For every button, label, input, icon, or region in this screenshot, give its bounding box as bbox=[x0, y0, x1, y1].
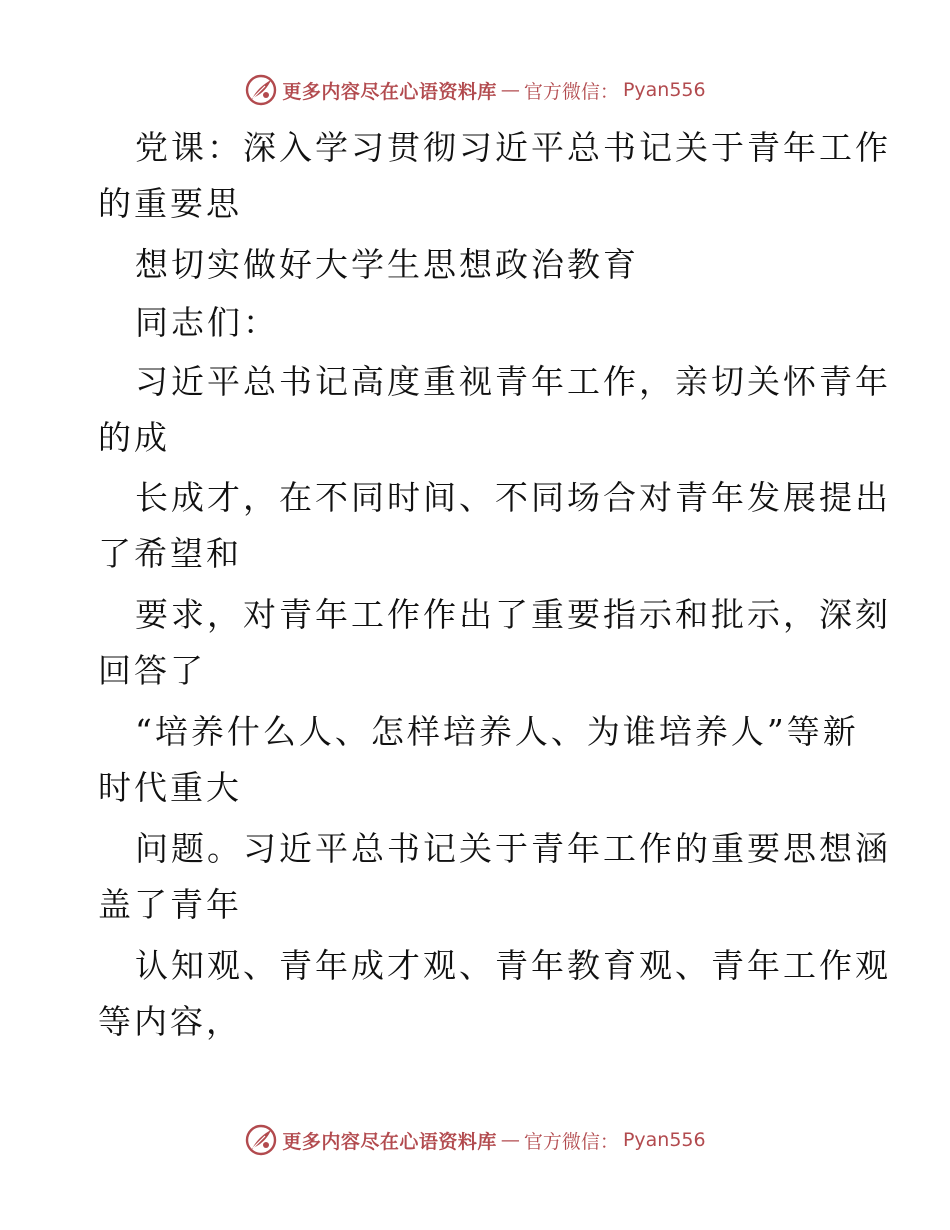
doc-line-3: 想切实做好大学生思想政治教育 bbox=[135, 245, 639, 284]
doc-line-7: 长成才，在不同时间、不同场合对青年发展提出 bbox=[135, 478, 891, 517]
doc-line-16: 等内容， bbox=[98, 1002, 242, 1041]
quill-logo-icon bbox=[244, 1123, 278, 1157]
doc-line-9: 要求，对青年工作作出了重要指示和批示，深刻 bbox=[135, 595, 891, 634]
footer-banner bbox=[0, 1120, 950, 1160]
doc-line-11: “培养什么人、怎样培养人、为谁培养人”等新 bbox=[135, 712, 859, 751]
header-separator: — bbox=[500, 79, 520, 101]
header-banner-content bbox=[244, 73, 705, 107]
header-contact-label: 官方微信： bbox=[523, 80, 619, 103]
doc-line-13: 问题。习近平总书记关于青年工作的重要思想涵 bbox=[135, 829, 891, 868]
header-banner-text: 更多内容尽在心语资料库 bbox=[282, 80, 497, 103]
doc-line-6: 的成 bbox=[98, 418, 170, 457]
doc-line-4: 同志们： bbox=[135, 303, 279, 342]
footer-banner-text: 更多内容尽在心语资料库 bbox=[282, 1130, 497, 1153]
header-contact-id: Pyan556 bbox=[622, 79, 706, 101]
doc-line-10: 回答了 bbox=[98, 651, 206, 690]
header-banner bbox=[0, 70, 950, 110]
doc-line-2: 的重要思 bbox=[98, 184, 242, 223]
footer-contact-label: 官方微信： bbox=[523, 1130, 619, 1153]
doc-line-15: 认知观、青年成才观、青年教育观、青年工作观 bbox=[135, 946, 891, 985]
doc-line-5: 习近平总书记高度重视青年工作，亲切关怀青年 bbox=[135, 362, 891, 401]
footer-banner-content bbox=[244, 1123, 705, 1157]
doc-line-12: 时代重大 bbox=[98, 768, 242, 807]
footer-separator: — bbox=[500, 1129, 520, 1151]
doc-line-8: 了希望和 bbox=[98, 534, 242, 573]
quill-logo-icon bbox=[244, 73, 278, 107]
doc-line-14: 盖了青年 bbox=[98, 885, 242, 924]
doc-line-1: 党课：深入学习贯彻习近平总书记关于青年工作 bbox=[135, 128, 891, 167]
footer-contact-id: Pyan556 bbox=[622, 1129, 706, 1151]
